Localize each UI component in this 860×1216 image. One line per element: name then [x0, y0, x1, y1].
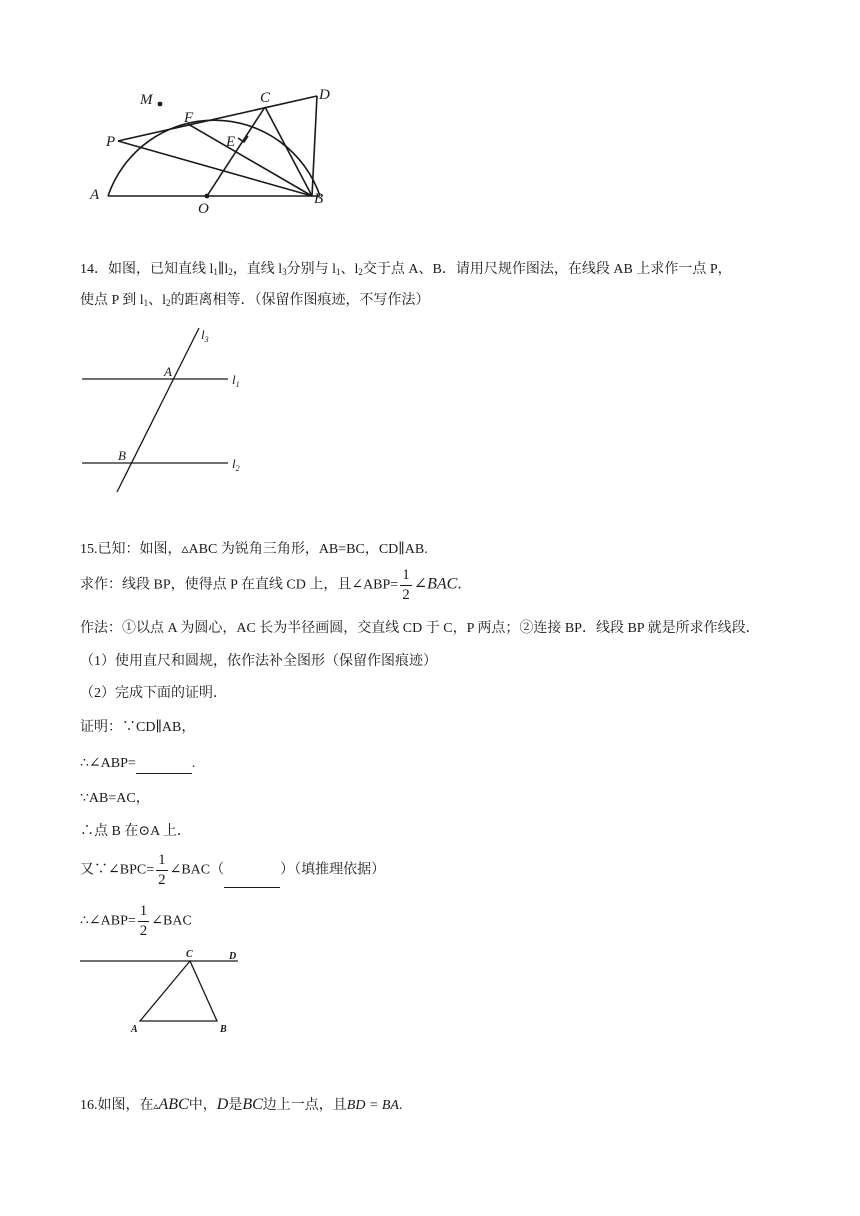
- label-b: B: [220, 1024, 227, 1035]
- segment-pb: [118, 141, 312, 196]
- label-f: F: [184, 110, 194, 126]
- q15-method: 作法：①以点 A 为圆心，AC 长为半径画圆，交直线 CD 于 C，P 两点；②连接 BP．线段 BP 就是所求作线段．: [80, 621, 760, 636]
- q15-proof-5: 又∵∠BPC= $\frac{1}{2}$ ∠BAC（ ）（填推理依据）: [80, 852, 386, 888]
- label-p: P: [106, 134, 116, 150]
- q16-line: 16.如图，在▵ABC中，D是BC边上一点，且BD = BA.: [80, 1096, 403, 1113]
- label-l2: $l_2$: [232, 456, 240, 473]
- label-l1: $l_1$: [232, 372, 240, 389]
- label-a: A: [164, 364, 172, 379]
- label-m: M: [140, 92, 153, 108]
- q14-line-1: 14．如图，已知直线 $l_1\parallel l_2$，直线 $l_3$分别与 $l_1$、$l_2$交于点 A、B．请用尺规作图法，在线段 AB 上求作一点 P，: [80, 262, 732, 277]
- label-d: D: [319, 87, 330, 103]
- q15-proof-4: ∴点 B 在⊙A 上．: [80, 824, 191, 839]
- q15-construct: 求作：线段 BP，使得点 P 在直线 CD 上，且∠ABP= $\frac{1}{2}$ ∠BAC．: [80, 567, 472, 603]
- q15-given: 15.已知：如图，▵ABC 为锐角三角形，AB=BC，CD∥AB.: [80, 542, 428, 557]
- figure-triangle: [78, 944, 258, 1040]
- label-b: B: [118, 448, 126, 463]
- q15-proof-3: ∵AB=AC，: [80, 791, 150, 806]
- answer-blank-angle[interactable]: [136, 757, 192, 774]
- figure-parallel-lines: [78, 322, 268, 497]
- figure-semicircle: [80, 80, 350, 220]
- label-c: C: [186, 949, 193, 960]
- point-o: [205, 194, 210, 199]
- label-l3: $l_3$: [201, 327, 209, 344]
- line-l3: [117, 328, 199, 492]
- q15-proof-1: 证明：∵CD∥AB，: [80, 720, 196, 735]
- right-angle-mark: [238, 136, 248, 142]
- triangle-abc: [140, 961, 217, 1021]
- answer-blank-reason[interactable]: [224, 871, 280, 888]
- q14-line-2: 使点 P 到 $l_1$、$l_2$的距离相等．（保留作图痕迹，不写作法）: [80, 293, 430, 308]
- q15-part-2: （2）完成下面的证明．: [80, 686, 227, 701]
- q15-proof-6: ∴∠ABP= $\frac{1}{2}$ ∠BAC: [80, 903, 192, 939]
- fraction-half: $\frac{1}{2}$: [402, 567, 410, 603]
- q15-part-1: （1）使用直尺和圆规，依作法补全图形（保留作图痕迹）: [80, 654, 437, 669]
- label-b: B: [314, 191, 324, 207]
- label-o: O: [198, 201, 209, 217]
- label-a: A: [131, 1024, 138, 1035]
- label-a: A: [90, 187, 100, 203]
- label-e: E: [226, 134, 236, 150]
- label-c: C: [260, 90, 271, 106]
- point-m: [158, 102, 163, 107]
- label-d: D: [229, 951, 237, 962]
- q15-proof-2: ∴∠ABP= .: [80, 754, 195, 774]
